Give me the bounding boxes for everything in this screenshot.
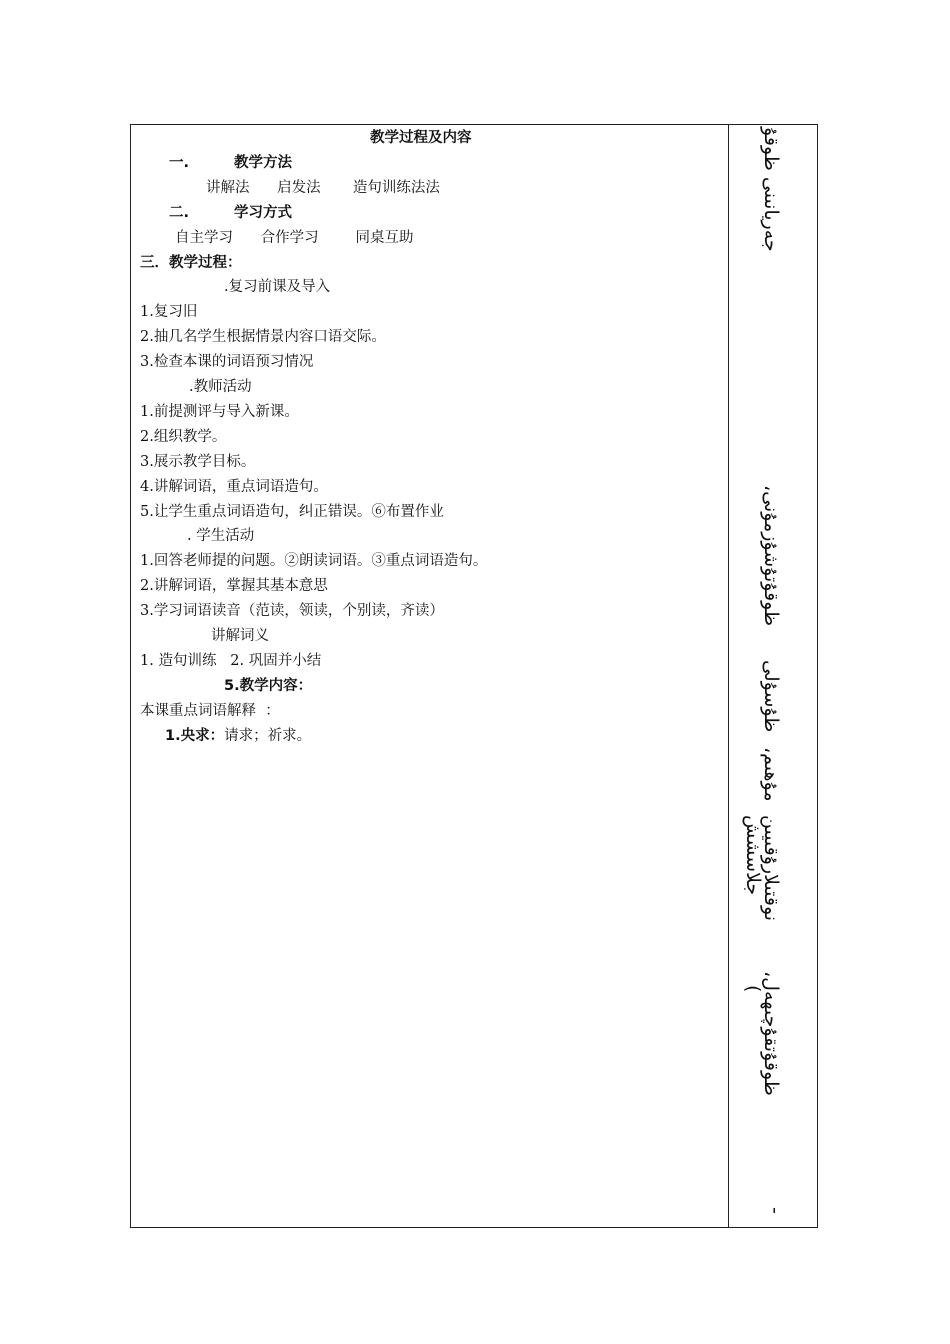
student-activity-item: 3.学习词语读音（范读，领读，个别读，齐读） (140, 603, 444, 619)
lesson-table (130, 124, 818, 1228)
vocab-definition: 请求；祈求。 (224, 728, 312, 744)
section-title: 教学过程及内容 (370, 130, 472, 146)
method-heading: 教学方法 (234, 155, 292, 171)
explain-items: 1. 造句训练 2. 巩固并小结 (140, 653, 322, 669)
side-label: ظۇسۇلى (760, 660, 782, 733)
side-label: جلاسشش (742, 815, 764, 896)
method-list: 讲解法 启发法 造句训练法法 (206, 180, 440, 196)
review-item: 3.检查本课的词语预习情况 (140, 354, 314, 370)
side-label: جەريانىنى ظوقۇ (760, 127, 782, 252)
teacher-activity-item: 1.前提测评与导入新课。 (140, 404, 299, 420)
teacher-activity-item: 3.展示教学目标。 (140, 454, 256, 470)
teacher-activity-item: 4.讲解词语，重点词语造句。 (140, 479, 328, 495)
method-heading-number: 一. (169, 155, 190, 171)
student-activity-heading: . 学生活动 (187, 528, 255, 544)
study-mode-list: 自主学习 合作学习 同桌互助 (175, 230, 414, 246)
side-label: ،مۇھىم (760, 747, 782, 802)
side-label: - (764, 1207, 786, 1214)
teacher-activity-item: 2.组织教学。 (140, 429, 227, 445)
study-heading-number: 二. (169, 205, 190, 221)
content-heading: 5.教学内容： (224, 678, 313, 694)
explain-heading: 讲解词义 (211, 628, 269, 644)
vocab-term: 1.央求： (165, 728, 225, 744)
student-activity-item: 1.回答老师提的问题。②朗读词语。③重点词语造句。 (140, 553, 488, 569)
process-heading: 三．教学过程： (140, 255, 242, 271)
uyghur-side-column (729, 125, 818, 1227)
review-item: 1.复习旧 (140, 304, 198, 320)
side-label: ،ظوقۇتۇشۇزمۇنى (760, 485, 782, 627)
side-label: ( (742, 985, 764, 993)
vocab-entry (165, 727, 311, 745)
vocab-intro: 本课重点词语解释 ： (140, 703, 280, 719)
study-heading: 学习方式 (234, 205, 292, 221)
student-activity-item: 2.讲解词语，掌握其基本意思 (140, 578, 328, 594)
side-label: نوقتىلارۇقىيىن (760, 815, 782, 922)
teacher-activity-item: 5.让学生重点词语造句，纠正错误。⑥布置作业 (140, 504, 444, 520)
review-item: 2.抽几名学生根据情景内容口语交际。 (140, 329, 386, 345)
side-label: ،ظوقۇتقۇچىھەل (760, 971, 782, 1096)
teacher-activity-heading: .教师活动 (189, 379, 252, 395)
review-heading: .复习前课及导入 (224, 279, 331, 295)
lesson-content-cell (131, 125, 728, 1227)
